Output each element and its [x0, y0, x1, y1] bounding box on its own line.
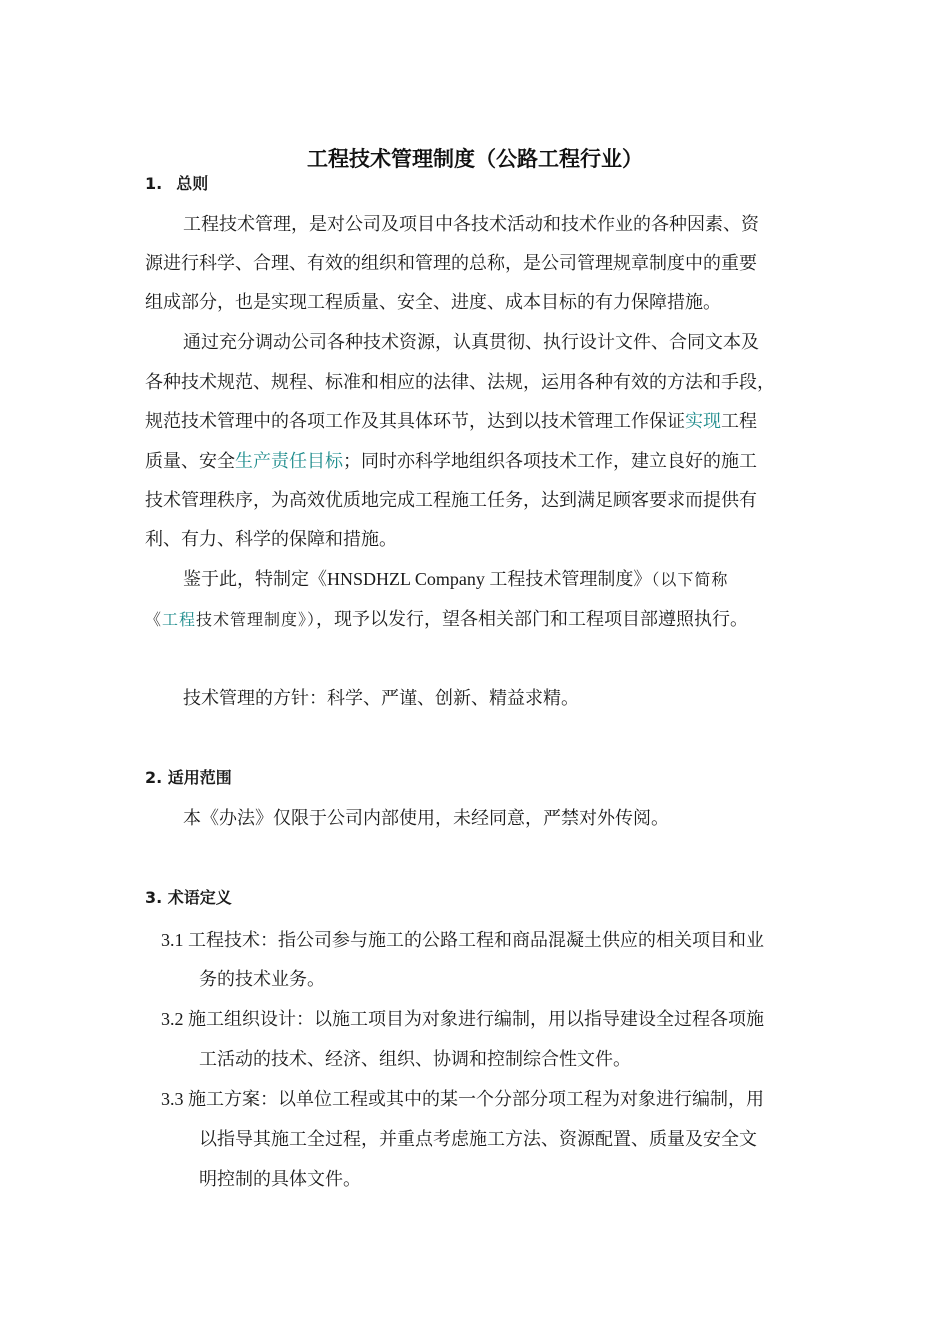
text-span: 质量、安全 [145, 451, 235, 471]
section-2-heading: 2. 适用范围 [145, 768, 232, 787]
paragraph-line [145, 409, 757, 433]
hyperlink-gongcheng[interactable]: 工程 [162, 612, 197, 629]
paragraph-line: 组成部分，也是实现工程质量、安全、进度、成本目标的有力保障措施。 [145, 292, 721, 312]
section-1-number: 1. [145, 174, 163, 193]
definition-line: 工活动的技术、经济、组织、协调和控制综合性文件。 [199, 1049, 631, 1069]
text-span: ，现予以发行，望各相关部门和工程项目部遵照执行。 [316, 609, 749, 629]
text-span: 工程 [721, 411, 757, 431]
section-1-heading [145, 172, 208, 196]
definition-line: 明控制的具体文件。 [199, 1169, 361, 1189]
paragraph-line: 技术管理秩序，为高效优质地完成工程施工任务，达到满足顾客要求而提供有 [145, 490, 757, 510]
definition-line: 以指导其施工全过程，并重点考虑施工方法、资源配置、质量及安全文 [199, 1129, 757, 1149]
paragraph-line: 各种技术规范、规程、标准和相应的法律、法规，运用各种有效的方法和手段， [145, 372, 775, 392]
text-span: 《 [145, 612, 163, 629]
definition-line: 务的技术业务。 [199, 969, 325, 989]
paragraph-line: 工程技术管理，是对公司及项目中各技术活动和技术作业的各种因素、资 [183, 214, 759, 234]
paragraph-line: 源进行科学、合理、有效的组织和管理的总称，是公司管理规章制度中的重要 [145, 253, 757, 273]
paragraph-line: 技术管理的方针：科学、严谨、创新、精益求精。 [183, 688, 579, 708]
text-span: 鉴于此，特制定《HNSDHZL Company 工程技术管理制度》 [183, 569, 652, 589]
definition-line: 3.1 工程技术：指公司参与施工的公路工程和商品混凝土供应的相关项目和业 [161, 930, 764, 950]
section-1-title: 总则 [176, 174, 209, 193]
hyperlink-shixian[interactable]: 实现 [685, 411, 721, 431]
paragraph-line: 通过充分调动公司各种技术资源，认真贯彻、执行设计文件、合同文本及 [183, 332, 759, 352]
section-3-heading: 3. 术语定义 [145, 888, 232, 907]
text-span: 技术管理制度》） [196, 612, 317, 629]
definition-line: 3.2 施工组织设计：以施工项目为对象进行编制，用以指导建设全过程各项施 [161, 1009, 764, 1029]
text-span: 规范技术管理中的各项工作及其具体环节，达到以技术管理工作保证 [145, 411, 685, 431]
text-span: （以下简称 [651, 572, 729, 589]
paragraph-line [145, 449, 757, 473]
paragraph-line: 利、有力、科学的保障和措施。 [145, 529, 397, 549]
text-span: ；同时亦科学地组织各项技术工作，建立良好的施工 [343, 451, 757, 471]
document-title: 工程技术管理制度（公路工程行业） [307, 147, 643, 171]
paragraph-line [145, 607, 748, 633]
hyperlink-responsibility-target[interactable]: 生产责任目标 [235, 451, 343, 471]
paragraph-line [183, 567, 728, 593]
paragraph-line: 本《办法》仅限于公司内部使用，未经同意，严禁对外传阅。 [183, 808, 669, 828]
definition-line: 3.3 施工方案：以单位工程或其中的某一个分部分项工程为对象进行编制，用 [161, 1089, 764, 1109]
